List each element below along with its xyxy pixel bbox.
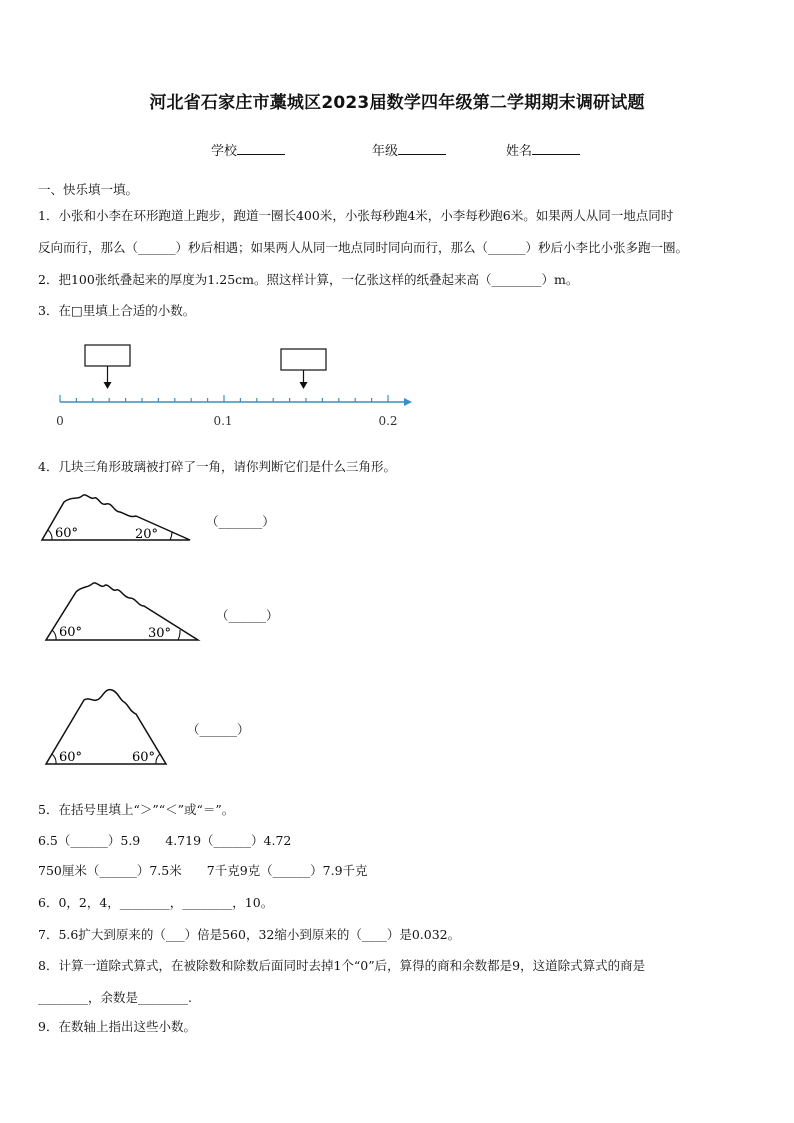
right-angle-2: 30° bbox=[148, 626, 172, 641]
school-blank[interactable] bbox=[237, 142, 285, 155]
broken-triangle-2 bbox=[44, 580, 204, 644]
tick-label-2: 0.2 bbox=[378, 414, 398, 428]
question-3: 3．在□里填上合适的小数。 bbox=[38, 303, 196, 318]
answer-1[interactable]: （_______） bbox=[206, 514, 275, 529]
right-angle-3: 60° bbox=[132, 750, 156, 765]
right-angle-1: 20° bbox=[135, 527, 159, 542]
left-angle-3: 60° bbox=[59, 750, 83, 765]
question-1-line-1: 1．小张和小李在环形跑道上跑步，跑道一圈长400米，小张每秒跑4米，小李每秒跑6米。如果两人从同一地点同时 bbox=[38, 208, 674, 223]
angle-arc-right-1 bbox=[170, 532, 172, 540]
arrow-head-2 bbox=[300, 382, 308, 389]
school-label: 学校 bbox=[211, 144, 238, 159]
name-field[interactable] bbox=[506, 140, 580, 159]
question-5-row-2: 750厘米（______）7.5米 7千克9克（______）7.9千克 bbox=[38, 863, 368, 878]
question-2: 2．把100张纸叠起来的厚度为1.25cm。照这样计算，一亿张这样的纸叠起来高（________）m。 bbox=[38, 272, 579, 287]
name-blank[interactable] bbox=[532, 142, 580, 155]
name-label: 姓名 bbox=[506, 144, 533, 159]
school-field[interactable] bbox=[211, 140, 285, 159]
question-5-row-1: 6.5（______）5.9 4.719（______）4.72 bbox=[38, 833, 292, 848]
axis-arrow bbox=[404, 398, 412, 406]
page-title: 河北省石家庄市藁城区2023届数学四年级第二学期期末调研试题 bbox=[149, 93, 645, 113]
question-7: 7．5.6扩大到原来的（___）倍是560，32缩小到原来的（____）是0.032。 bbox=[38, 927, 461, 942]
question-8-line-2: ________，余数是________. bbox=[38, 990, 192, 1005]
question-8-line-1: 8．计算一道除式算式，在被除数和除数后面同时去掉1个“0”后，算得的商和余数都是9，这道除式算式的商是 bbox=[38, 958, 646, 973]
left-angle-2: 60° bbox=[59, 625, 83, 640]
answer-box-1[interactable] bbox=[85, 345, 130, 366]
number-line-figure bbox=[48, 340, 418, 432]
grade-field[interactable] bbox=[372, 140, 446, 159]
section-heading: 一、快乐填一填。 bbox=[38, 182, 139, 197]
broken-triangle-1 bbox=[38, 492, 198, 544]
broken-triangle-3 bbox=[44, 686, 170, 768]
tick-label-1: 0.1 bbox=[213, 414, 233, 428]
grade-label: 年级 bbox=[372, 144, 399, 159]
question-6: 6．0，2，4，________，________，10。 bbox=[38, 895, 274, 910]
answer-2[interactable]: （______） bbox=[216, 608, 279, 623]
angle-arc-left-1 bbox=[48, 530, 52, 540]
axis-ticks bbox=[60, 395, 388, 402]
arrow-head-1 bbox=[104, 382, 112, 389]
answer-box-2[interactable] bbox=[281, 349, 326, 370]
angle-arc-right-3 bbox=[156, 754, 160, 764]
answer-3[interactable]: （______） bbox=[187, 722, 250, 737]
question-9: 9．在数轴上指出这些小数。 bbox=[38, 1019, 196, 1034]
question-1-line-2: 反向而行，那么（______）秒后相遇；如果两人从同一地点同时同向而行，那么（______）秒后小李比小张多跑一圈。 bbox=[38, 240, 689, 255]
angle-arc-left-3 bbox=[52, 754, 56, 764]
left-angle-1: 60° bbox=[55, 526, 79, 541]
tick-label-0: 0 bbox=[56, 414, 64, 428]
angle-arc-left-2 bbox=[52, 630, 56, 640]
question-4: 4．几块三角形玻璃被打碎了一角，请你判断它们是什么三角形。 bbox=[38, 459, 396, 474]
angle-arc-right-2 bbox=[178, 630, 180, 640]
grade-blank[interactable] bbox=[398, 142, 446, 155]
question-5: 5．在括号里填上“＞”“＜”或“＝”。 bbox=[38, 802, 235, 817]
